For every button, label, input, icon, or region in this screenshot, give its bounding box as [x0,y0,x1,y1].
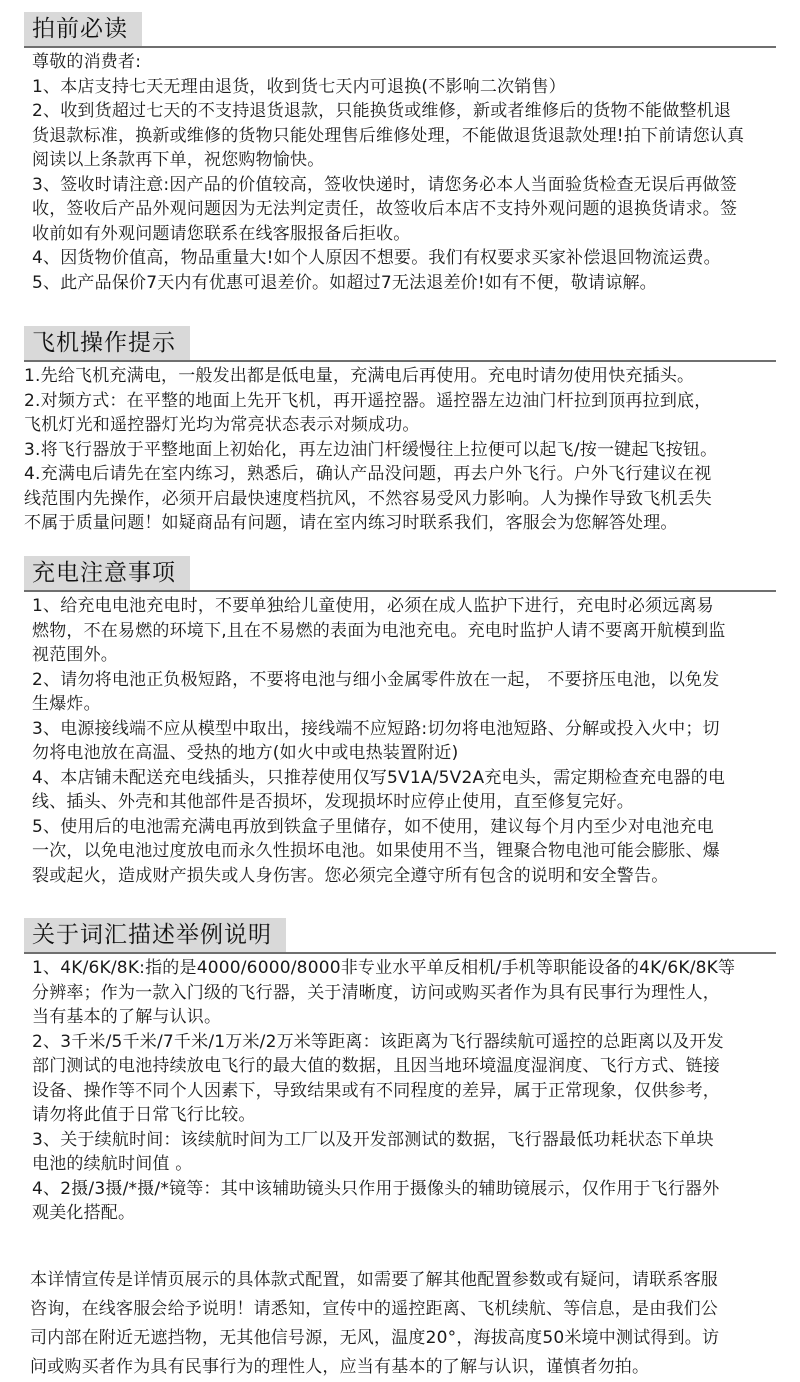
section-before-purchase [0,12,800,295]
disclaimer-line: 问或购买者作为具有民事行为的理性人，应当有基本的了解与认识，谨慎者勿拍。 [30,1357,650,1377]
body-line: 勿将电池放在高温、受热的地方(如火中或电热装置附近) [32,743,459,763]
body-line: 2、收到货超过七天的不支持退货退款，只能换货或维修，新或者维修后的货物不能做整机退 [32,101,732,121]
body-line: 4、因货物价值高，物品重量大!如个人原因不想要。我们有权要求买家补偿退回物流运费。 [32,248,721,268]
section-heading: 飞机操作提示 [24,326,190,360]
body-line: 燃物，不在易燃的环境下,且在不易燃的表面为电池充电。充电时监护人请不要离开航模到监 [32,620,726,641]
section-heading: 拍前必读 [24,12,142,46]
body-line: 线范围内先操作，必须开启最快速度档抗风，不然容易受风力影响。人为操作导致飞机丢失 [24,488,712,509]
body-line: 5、使用后的电池需充满电再放到铁盒子里储存，如不使用，建议每个月内至少对电池充电 [32,816,714,837]
section-body [0,956,800,1226]
section-terminology [0,918,800,1226]
body-line: 阅读以上条款再下单，祝您购物愉快。 [32,150,325,170]
body-line: 3、签收时请注意:因产品的价值较高，签收快递时，请您务必本人当面验货检查无误后再做签 [32,174,737,195]
disclaimer-line: 司内部在附近无遮挡物，无其他信号源，无风，温度20°，海拔高度50米境中测试得到。访 [30,1328,720,1348]
body-line: 飞机灯光和遥控器灯光均为常亮状态表示对频成功。 [24,415,420,435]
body-line: 4、2摄/3摄/*摄/*镜等：其中该辅助镜头只作用于摄像头的辅助镜展示，仅作用于飞行器外 [32,1178,720,1199]
body-line: 不属于质量问题！如疑商品有问题，请在室内练习时联系我们，客服会为您解答处理。 [24,513,678,533]
body-line: 部门测试的电池持续放电飞行的最大值的数据，且因当地环境温度湿润度、飞行方式、链接 [32,1056,720,1076]
section-divider [24,46,776,48]
section-flight-operation [0,326,800,536]
body-line: 3.将飞行器放于平整地面上初始化，再左边油门杆缓慢往上拉便可以起飞/按一键起飞按钮。 [24,439,718,460]
body-line: 1.先给飞机充满电，一般发出都是低电量，充满电后再使用。充电时请勿使用快充插头。 [24,366,695,386]
body-line: 生爆炸。 [32,694,101,714]
body-line: 视范围外。 [32,645,118,665]
body-line: 2.对频方式：在平整的地面上先开飞机，再开遥控器。遥控器左边油门杆拉到顶再拉到底， [24,390,712,411]
body-line: 分辨率；作为一款入门级的飞行器，关于清晰度，访问或购买者作为具有民事行为理性人， [32,982,720,1003]
body-line: 收，签收后产品外观问题因为无法判定责任，故签收后本店不支持外观问题的退换货请求。签 [32,199,738,219]
body-line: 设备、操作等不同个人因素下，导致结果或有不同程度的差异，属于正常现象，仅供参考， [32,1080,720,1101]
body-line: 尊敬的消费者: [32,52,142,72]
disclaimer-line: 本详情宣传是详情页展示的具体款式配置，如需要了解其他配置参数或有疑问，请联系客服 [30,1270,718,1290]
body-line: 4、本店铺未配送充电线插头，只推荐使用仅写5V1A/5V2A充电头，需定期检查充电器的电 [32,767,726,788]
section-body [0,594,800,888]
section-body [0,364,800,536]
body-line: 电池的续航时间值 。 [32,1154,193,1174]
body-line: 当有基本的了解与认识。 [32,1007,222,1027]
body-line: 货退款标准，换新或维修的货物只能处理售后维修处理，不能做退货退款处理!拍下前请您认真 [32,125,745,146]
body-line: 请勿将此值于日常飞行比较。 [32,1105,256,1125]
section-charging-notes [0,556,800,888]
body-line: 2、3千米/5千米/7千米/1万米/2万米等距离：该距离为飞行器续航可遥控的总距离以及开发 [32,1031,724,1052]
section-divider [24,360,776,362]
section-body [0,50,800,295]
body-line: 1、给充电电池充电时，不要单独给儿童使用，必须在成人监护下进行，充电时必须远离易 [32,596,714,616]
body-line: 2、请勿将电池正负极短路，不要将电池与细小金属零件放在一起， 不要挤压电池，以免发 [32,669,720,690]
body-line: 1、本店支持七天无理由退货，收到货七天内可退换(不影响二次销售） [32,76,566,97]
section-divider [24,952,776,954]
section-heading: 关于词汇描述举例说明 [24,918,286,952]
body-line: 5、此产品保价7天内有优惠可退差价。如超过7无法退差价!如有不便，敬请谅解。 [32,272,657,293]
body-line: 3、电源接线端不应从模型中取出，接线端不应短路:切勿将电池短路、分解或投入火中；切 [32,718,720,739]
disclaimer-line: 咨询，在线客服会给予说明！请悉知，宣传中的遥控距离、飞机续航、等信息，是由我们公 [30,1299,718,1319]
body-line: 线、插头、外壳和其他部件是否损坏，发现损坏时应停止使用，直至修复完好。 [32,792,634,812]
body-line: 4.充满电后请先在室内练习，熟悉后，确认产品没问题，再去户外飞行。户外飞行建议在视 [24,464,712,484]
body-line: 裂或起火，造成财产损失或人身伤害。您必须完全遵守所有包含的说明和安全警告。 [32,865,669,886]
body-line: 观美化搭配。 [32,1203,136,1223]
body-line: 1、4K/6K/8K:指的是4000/6000/8000非专业水平单反相机/手机等职能设备的4K/6K/8K等 [32,958,736,978]
section-divider [24,590,776,592]
disclaimer [0,1266,800,1382]
body-line: 一次，以免电池过度放电而永久性损坏电池。如果使用不当，锂聚合物电池可能会膨胀、爆 [32,841,720,861]
body-line: 收前如有外观问题请您联系在线客服报备后拒收。 [32,223,411,244]
section-heading: 充电注意事项 [24,556,190,590]
body-line: 3、关于续航时间：该续航时间为工厂以及开发部测试的数据，飞行器最低功耗状态下单块 [32,1129,714,1150]
